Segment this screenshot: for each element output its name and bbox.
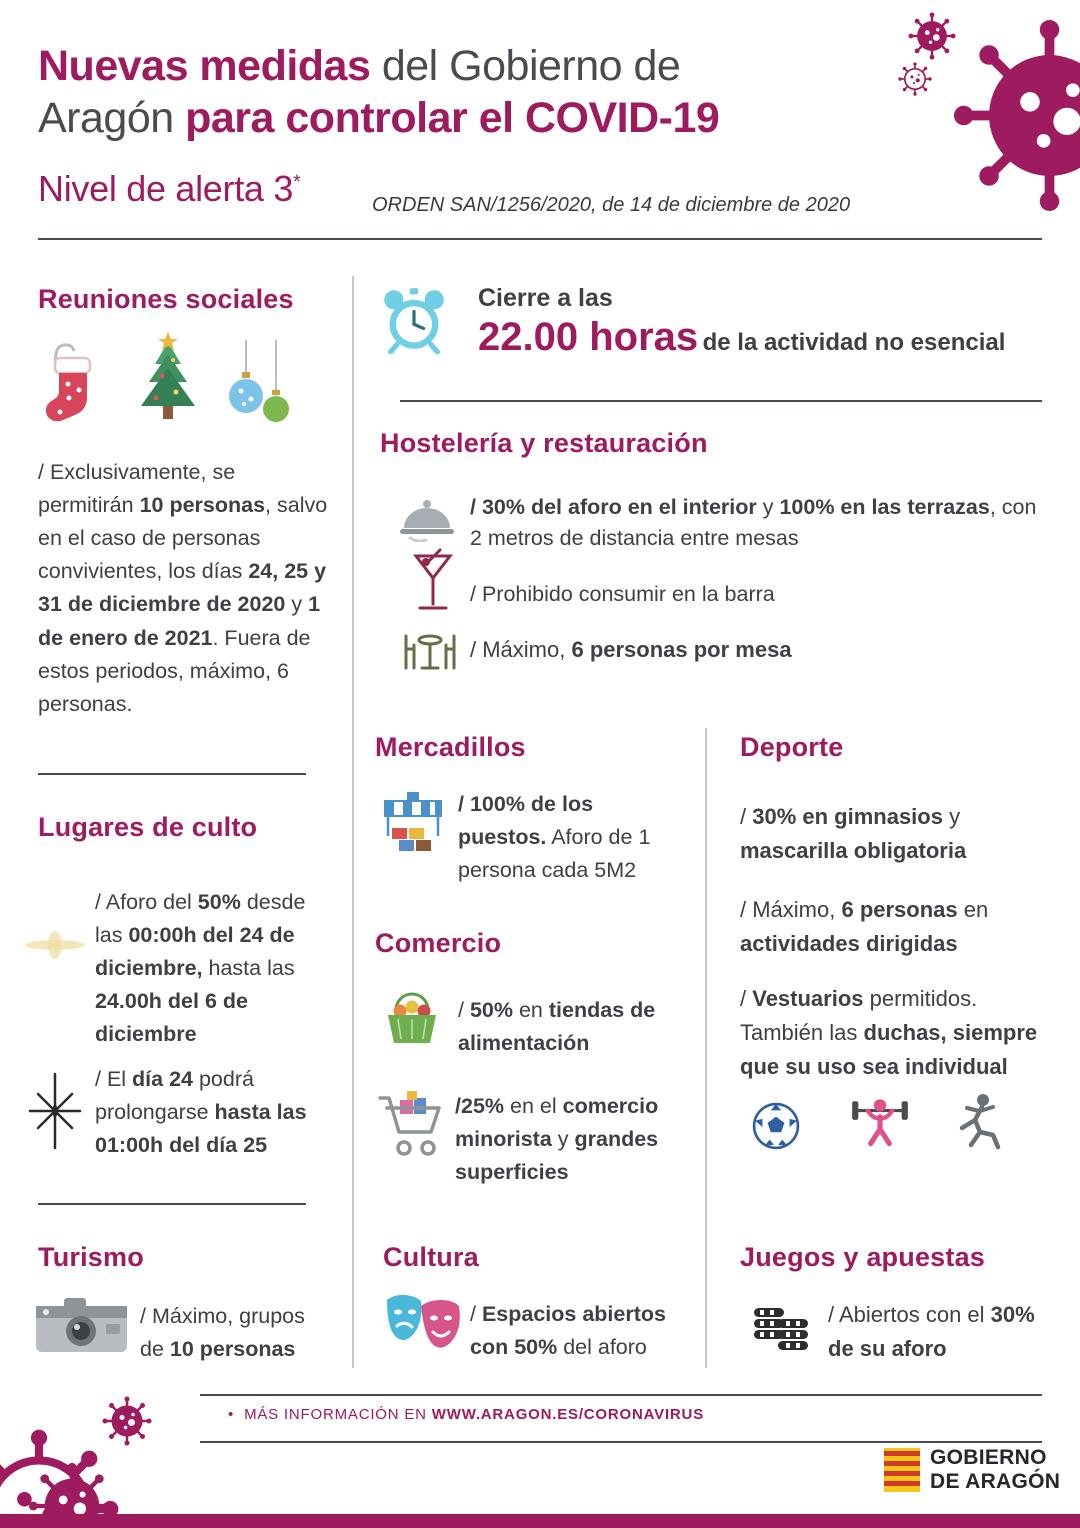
hosteleria-item-1: / 30% del aforo en el interior y 100% en las terrazas, con 2 metros de distancia entre mesas	[470, 495, 1037, 551]
government-logo	[884, 1446, 1060, 1493]
government-name	[930, 1446, 1060, 1493]
juegos-item-1: / Abiertos con el 30% de su aforo	[828, 1302, 1035, 1361]
baubles-icon	[224, 340, 296, 432]
cultura-item-1: / Espacios abiertos con 50% del aforo	[470, 1302, 666, 1360]
virus-icon	[898, 62, 932, 96]
hosteleria-item-3: / Máximo, 6 personas por mesa	[470, 637, 792, 662]
comercio-item-2: /25% en el comercio minorista y grandes superficies	[455, 1094, 659, 1185]
virus-icon	[908, 12, 956, 60]
footer-info-text: MÁS INFORMACIÓN EN WWW.ARAGON.ES/CORONAVIRUS	[244, 1406, 704, 1423]
section-heading-deporte: Deporte	[740, 732, 844, 762]
closure-intro: Cierre a las	[478, 284, 613, 312]
theater-masks-icon	[383, 1294, 463, 1356]
closure-divider	[400, 400, 1042, 402]
soccer-ball-icon	[752, 1102, 800, 1150]
cocktail-icon	[410, 548, 456, 614]
vertical-divider-left	[352, 276, 354, 1368]
star-icon	[24, 1072, 86, 1150]
food-basket-icon	[382, 988, 442, 1046]
section-heading-reuniones: Reuniones sociales	[38, 284, 294, 314]
closure-time: 22.00 horas	[478, 315, 699, 359]
hosteleria-item-2: / Prohibido consumir en la barra	[470, 582, 775, 606]
footer-bullet: •	[228, 1406, 235, 1423]
closure-scope: de la actividad no esencial	[702, 329, 1006, 356]
glow-icon	[22, 922, 90, 968]
mercadillos-item-1: / 100% de los puestos. Aforo de 1 persona cada 5M2	[458, 792, 651, 883]
section-heading-comercio: Comercio	[375, 928, 502, 958]
stocking-icon	[42, 342, 112, 430]
virus-icon	[952, 18, 1080, 213]
culto-item-2: / El día 24 podrá prolongarse hasta las 01:00h del día 25	[95, 1067, 307, 1158]
christmas-tree-icon	[124, 332, 212, 430]
footer-info	[228, 1406, 704, 1423]
alert-level-text: Nivel de alerta 3	[38, 168, 294, 209]
vertical-divider-right	[705, 728, 707, 1368]
left-divider-1	[38, 773, 306, 775]
government-line1: GOBIERNO	[930, 1446, 1047, 1469]
reuniones-body: / Exclusivamente, se permitirán 10 personas, salvo en el caso de personas convivientes, los días 24, 25 y 31 de diciembre de 2020 y 1 de enero de 2021. Fuera de estos periodos, máximo, 6 personas.	[38, 460, 328, 716]
shopping-cart-icon	[376, 1086, 448, 1162]
cloche-icon	[398, 492, 456, 542]
deporte-item-2: / Máximo, 6 personas en actividades dirigidas	[740, 897, 989, 956]
culto-item-1: / Aforo del 50% desde las 00:00h del 24 de diciembre, hasta las 24.00h del 6 de diciembre	[95, 890, 306, 1047]
government-line2: DE ARAGÓN	[930, 1469, 1061, 1493]
bottom-accent-bar	[0, 1514, 1080, 1528]
title-line2: Aragón para controlar el COVID-19	[38, 94, 720, 143]
footer-divider-bottom	[200, 1441, 1042, 1443]
camera-icon	[34, 1294, 129, 1356]
alarm-clock-icon	[380, 286, 448, 354]
turismo-item-1: / Máximo, grupos de 10 personas	[140, 1304, 305, 1362]
deporte-item-3: / Vestuarios permitidos. También las duchas, siempre que su uso sea individual	[740, 986, 1038, 1079]
aragon-flag-icon	[884, 1448, 920, 1492]
section-heading-mercadillos: Mercadillos	[375, 732, 526, 762]
title-line1: Nuevas medidas del Gobierno de	[38, 42, 681, 90]
alert-asterisk: *	[293, 171, 301, 193]
alert-level	[38, 168, 300, 210]
poker-chips-icon	[748, 1294, 812, 1354]
section-heading-juegos: Juegos y apuestas	[740, 1242, 986, 1272]
deporte-item-1: / 30% en gimnasios y mascarilla obligatoria	[740, 804, 967, 863]
section-heading-turismo: Turismo	[38, 1242, 144, 1272]
runner-icon	[946, 1092, 1002, 1154]
header-divider	[38, 238, 1042, 240]
comercio-item-1: / 50% en tiendas de alimentación	[458, 998, 656, 1056]
page-title	[38, 40, 719, 145]
section-heading-cultura: Cultura	[383, 1242, 479, 1272]
market-stall-icon	[382, 792, 444, 856]
dumbbell-icon	[848, 1096, 912, 1154]
footer-divider-top	[200, 1394, 1042, 1396]
closure-block	[478, 284, 1005, 360]
left-divider-2	[38, 1203, 306, 1205]
table-chairs-icon	[398, 622, 462, 672]
order-reference: ORDEN SAN/1256/2020, de 14 de diciembre de 2020	[372, 194, 851, 216]
section-heading-culto: Lugares de culto	[38, 812, 258, 842]
section-heading-hosteleria: Hostelería y restauración	[380, 428, 708, 458]
closure-time-line	[478, 315, 1005, 360]
